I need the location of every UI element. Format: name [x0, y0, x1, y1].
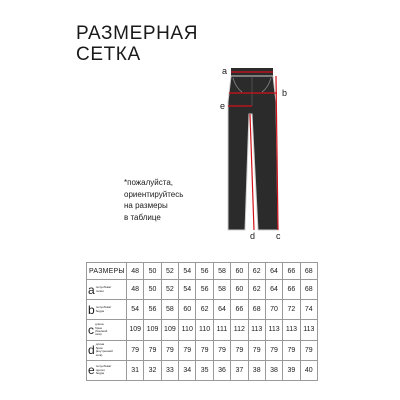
table-row [87, 280, 318, 300]
value-cell: 113 [300, 320, 317, 340]
row-letter: b [88, 302, 95, 317]
value-cell: 35 [196, 360, 213, 380]
value-cell: 110 [196, 320, 213, 340]
size-header-cell: 52 [161, 263, 178, 280]
row-label-cell [87, 320, 127, 340]
value-cell: 72 [283, 300, 300, 320]
value-cell: 52 [161, 280, 178, 300]
row-label-cell [87, 360, 127, 380]
value-cell: 79 [283, 340, 300, 360]
value-cell: 32 [144, 360, 161, 380]
value-cell: 79 [161, 340, 178, 360]
value-cell: 37 [231, 360, 248, 380]
value-cell: 38 [265, 360, 282, 380]
value-cell: 113 [283, 320, 300, 340]
page-title-line-2: СЕТКА [76, 44, 141, 65]
marker-c: c [276, 231, 281, 241]
page-title [76, 23, 198, 65]
row-label-cell [87, 340, 127, 360]
value-cell: 33 [161, 360, 178, 380]
value-cell: 113 [265, 320, 282, 340]
value-cell: 109 [161, 320, 178, 340]
size-header-cell: 64 [265, 263, 282, 280]
row-label-cell [87, 300, 127, 320]
row-letter: d [88, 343, 95, 358]
row-description: полуобхват бедра [95, 305, 112, 313]
table-row [87, 340, 318, 360]
size-header-cell: 56 [196, 263, 213, 280]
row-description: длина брюк (внутренний шов) [95, 342, 113, 357]
value-cell: 112 [231, 320, 248, 340]
size-header-cell: 68 [300, 263, 317, 280]
note-line-4: в таблице [124, 212, 161, 222]
value-cell: 58 [213, 280, 230, 300]
size-table [86, 262, 318, 381]
marker-e: e [220, 101, 226, 111]
value-cell: 79 [196, 340, 213, 360]
value-cell: 62 [248, 280, 265, 300]
marker-d: d [250, 231, 256, 241]
size-header-cell: 66 [283, 263, 300, 280]
value-cell: 79 [144, 340, 161, 360]
note-line-1: *пожалуйста, [124, 178, 173, 187]
value-cell: 68 [300, 280, 317, 300]
value-cell: 79 [300, 340, 317, 360]
value-cell: 58 [161, 300, 178, 320]
value-cell: 109 [144, 320, 161, 340]
size-header-cell: 54 [179, 263, 196, 280]
size-header-cell: 48 [127, 263, 144, 280]
row-letter: e [88, 363, 95, 378]
value-cell: 60 [231, 280, 248, 300]
value-cell: 39 [283, 360, 300, 380]
value-cell: 79 [213, 340, 230, 360]
value-cell: 113 [248, 320, 265, 340]
value-cell: 79 [248, 340, 265, 360]
value-cell: 68 [248, 300, 265, 320]
value-cell: 62 [196, 300, 213, 320]
value-cell: 79 [265, 340, 282, 360]
note-line-2: ориентируйтесь [124, 189, 184, 199]
row-description: длина брюк (боковой шов) [95, 322, 108, 337]
row-description: полуобхват одного бедра [95, 364, 112, 376]
trousers-diagram [216, 62, 296, 242]
value-cell: 79 [127, 340, 144, 360]
note-line-3: на размеры [124, 201, 168, 210]
value-cell: 66 [231, 300, 248, 320]
value-cell: 40 [300, 360, 317, 380]
table-header-row [87, 263, 318, 280]
table-row [87, 360, 318, 380]
value-cell: 111 [213, 320, 230, 340]
value-cell: 60 [179, 300, 196, 320]
row-letter: c [88, 322, 94, 337]
size-header-cell: 62 [248, 263, 265, 280]
value-cell: 64 [213, 300, 230, 320]
value-cell: 110 [179, 320, 196, 340]
table-header-label: РАЗМЕРЫ [87, 263, 127, 280]
row-label-cell [87, 280, 127, 300]
table-row [87, 300, 318, 320]
size-header-cell: 50 [144, 263, 161, 280]
table-row [87, 320, 318, 340]
value-cell: 36 [213, 360, 230, 380]
size-note [124, 177, 224, 223]
row-letter: a [88, 282, 95, 297]
value-cell: 56 [144, 300, 161, 320]
value-cell: 38 [248, 360, 265, 380]
row-description: полуобхват талии [95, 285, 112, 293]
value-cell: 48 [127, 280, 144, 300]
value-cell: 50 [144, 280, 161, 300]
value-cell: 74 [300, 300, 317, 320]
value-cell: 79 [231, 340, 248, 360]
marker-a: a [222, 66, 228, 76]
value-cell: 70 [265, 300, 282, 320]
size-header-cell: 60 [231, 263, 248, 280]
marker-b: b [282, 88, 288, 98]
value-cell: 79 [179, 340, 196, 360]
value-cell: 56 [196, 280, 213, 300]
value-cell: 54 [179, 280, 196, 300]
size-header-cell: 58 [213, 263, 230, 280]
value-cell: 66 [283, 280, 300, 300]
value-cell: 64 [265, 280, 282, 300]
value-cell: 34 [179, 360, 196, 380]
value-cell: 54 [127, 300, 144, 320]
value-cell: 31 [127, 360, 144, 380]
page-title-line-1: РАЗМЕРНАЯ [76, 23, 199, 44]
value-cell: 109 [127, 320, 144, 340]
